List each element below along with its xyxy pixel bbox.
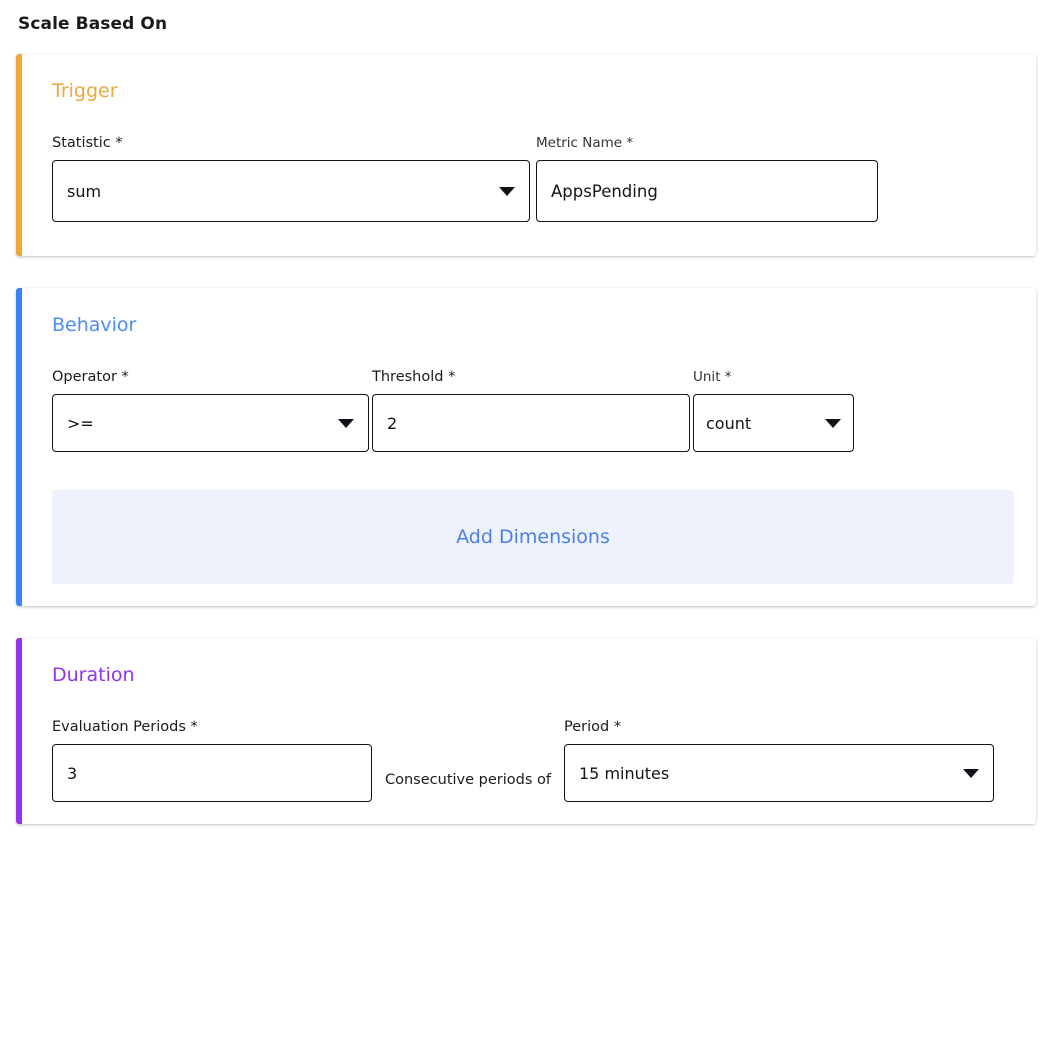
chevron-down-icon	[499, 187, 515, 196]
evaluation-periods-input[interactable]: 3	[52, 744, 372, 802]
trigger-controls-row	[52, 135, 1014, 222]
metric-name-field	[536, 135, 878, 222]
add-dimensions-label: Add Dimensions	[456, 526, 610, 548]
trigger-accent-bar	[16, 54, 22, 256]
operator-label: Operator *	[52, 369, 129, 385]
chevron-down-icon	[963, 769, 979, 778]
chevron-down-icon	[825, 419, 841, 428]
statistic-select[interactable]	[52, 160, 530, 222]
page-title: Scale Based On	[18, 14, 168, 34]
operator-select[interactable]	[52, 394, 369, 452]
unit-label: Unit *	[693, 369, 732, 385]
trigger-card	[16, 54, 1036, 256]
statistic-value: sum	[67, 181, 102, 201]
behavior-accent-bar	[16, 288, 22, 606]
evaluation-periods-field	[52, 719, 372, 802]
threshold-input[interactable]: 2	[372, 394, 690, 452]
add-dimensions-button[interactable]	[52, 490, 1014, 584]
duration-accent-bar	[16, 638, 22, 824]
unit-field	[693, 369, 854, 452]
period-field	[564, 719, 994, 802]
threshold-label: Threshold *	[372, 369, 456, 385]
duration-controls-row	[52, 719, 1014, 802]
metric-name-input[interactable]: AppsPending	[536, 160, 878, 222]
behavior-card	[16, 288, 1036, 606]
period-select[interactable]	[564, 744, 994, 802]
metric-name-label: Metric Name *	[536, 135, 634, 151]
duration-card	[16, 638, 1036, 824]
operator-field	[52, 369, 369, 452]
statistic-label: Statistic *	[52, 135, 123, 151]
trigger-card-title: Trigger	[52, 80, 118, 102]
operator-value: >=	[67, 413, 94, 433]
threshold-field	[372, 369, 690, 452]
behavior-card-title: Behavior	[52, 314, 137, 336]
consecutive-periods-text: Consecutive periods of	[385, 772, 551, 789]
evaluation-periods-label: Evaluation Periods *	[52, 719, 198, 735]
period-label: Period *	[564, 719, 622, 735]
unit-select[interactable]	[693, 394, 854, 452]
unit-value: count	[706, 413, 752, 433]
period-value: 15 minutes	[579, 763, 670, 783]
statistic-field	[52, 135, 530, 222]
chevron-down-icon	[338, 419, 354, 428]
duration-card-title: Duration	[52, 664, 135, 686]
behavior-controls-row	[52, 369, 1014, 452]
